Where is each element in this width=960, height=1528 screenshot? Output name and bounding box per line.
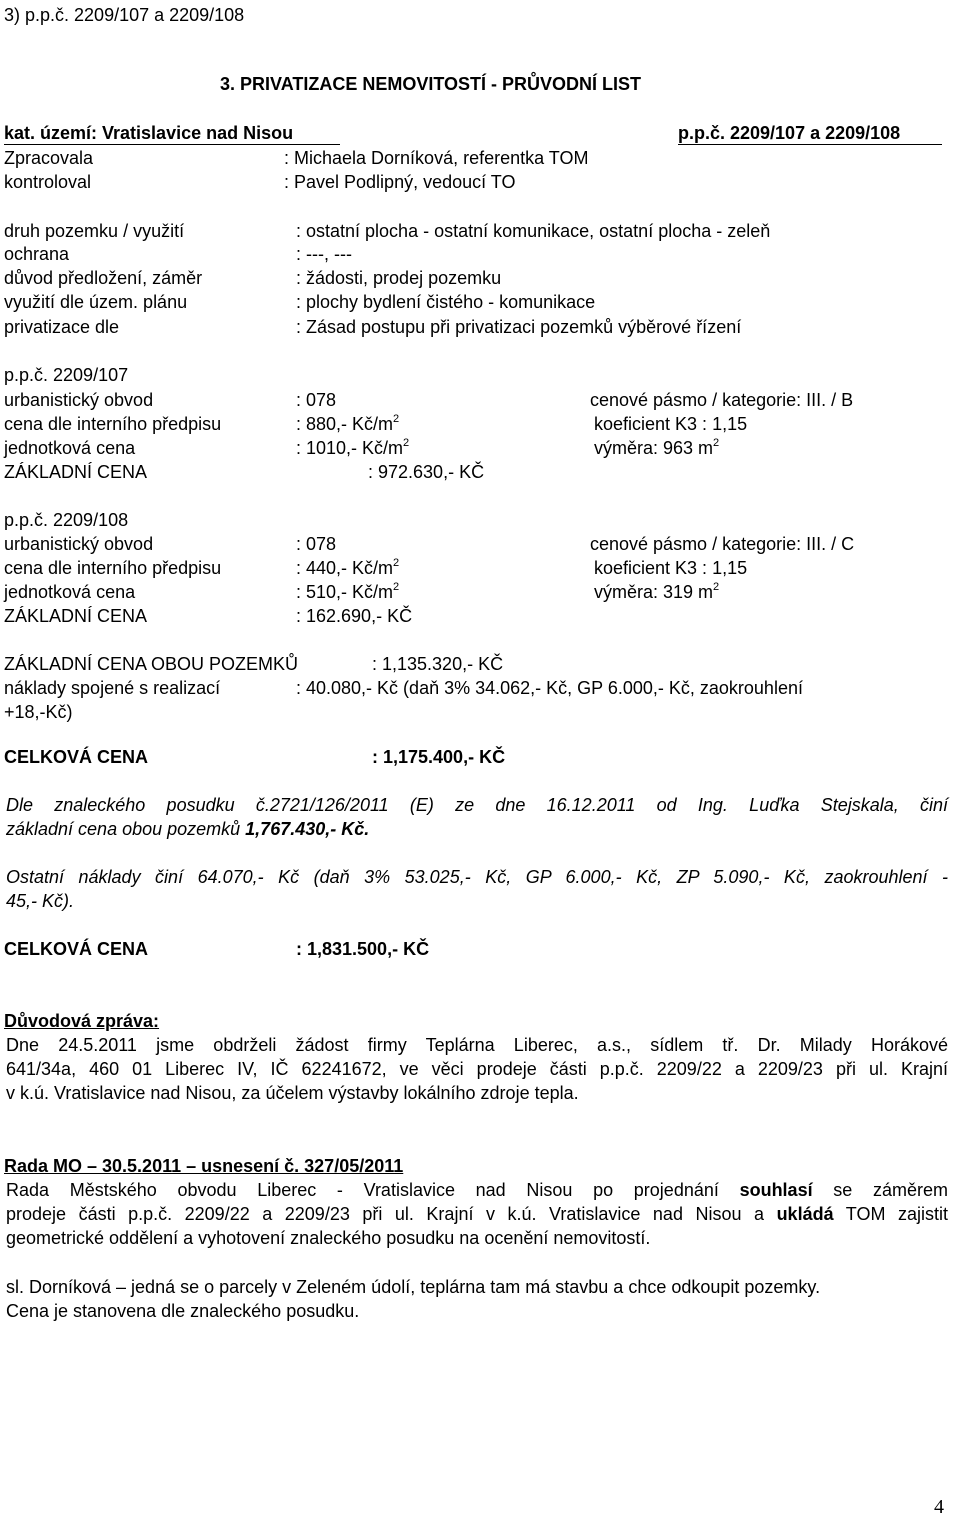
parcel-value: : 1010,- Kč/m	[296, 438, 404, 458]
council-line: prodeje části p.p.č. 2209/22 a 2209/23 při ul. Krajní v k.ú. Vratislavice nad Nisou a	[6, 1204, 777, 1224]
summary-value: : 1,135.320,- KČ	[372, 654, 504, 674]
cadastral-area: kat. území: Vratislavice nad Nisou	[4, 123, 294, 143]
total-label: CELKOVÁ CENA	[4, 939, 149, 959]
other-costs-line: 45,- Kč).	[6, 891, 75, 911]
document-title: 3. PRIVATIZACE NEMOVITOSTÍ - PRŮVODNÍ LIST	[220, 74, 642, 94]
area: výměra: 319 m	[594, 582, 714, 602]
info-label: privatizace dle	[4, 317, 120, 337]
parcel-value: : 078	[296, 390, 337, 410]
superscript: 2	[393, 557, 400, 569]
parcel-label: cena dle interního předpisu	[4, 558, 222, 578]
info-label: ochrana	[4, 244, 70, 264]
parcel-value: : 510,- Kč/m	[296, 582, 394, 602]
council-line: Rada Městského obvodu Liberec - Vratislavice nad Nisou po projednání	[6, 1180, 740, 1200]
parcel-title: p.p.č. 2209/108	[4, 510, 129, 530]
reason-line: 641/34a, 460 01 Liberec IV, IČ 62241672, ve věci prodeje části p.p.č. 2209/22 a 2209/23 při ul. Krajní	[6, 1059, 948, 1079]
summary-label: náklady spojené s realizací	[4, 678, 221, 698]
info-label: důvod předložení, záměr	[4, 268, 203, 288]
superscript: 2	[403, 437, 410, 449]
appraisal-line: Dle znaleckého posudku č.2721/126/2011 (E) ze dne 16.12.2011 od Ing. Luďka Stejskala, činí	[6, 795, 948, 815]
info-label: druh pozemku / využití	[4, 221, 185, 241]
summary-value: : 40.080,- Kč (daň 3% 34.062,- Kč, GP 6.000,- Kč, zaokrouhlení	[296, 678, 803, 698]
header-underline-left	[4, 144, 340, 145]
parcel-value: : 440,- Kč/m	[296, 558, 394, 578]
parcel-label: ZÁKLADNÍ CENA	[4, 606, 148, 626]
reason-title: Důvodová zpráva:	[4, 1011, 160, 1031]
council-line: TOM zajistit	[833, 1204, 948, 1224]
council-keyword: ukládá	[776, 1204, 834, 1224]
note-line: sl. Dorníková – jedná se o parcely v Zeleném údolí, teplárna tam má stavbu a chce odkoupit pozemky.	[6, 1277, 821, 1297]
total-value: : 1,831.500,- KČ	[296, 939, 430, 959]
parcel-numbers: p.p.č. 2209/107 a 2209/108	[678, 123, 901, 143]
area: výměra: 963 m	[594, 438, 714, 458]
info-value: : žádosti, prodej pozemku	[296, 268, 502, 288]
superscript: 2	[393, 581, 400, 593]
staff-value: : Michaela Dorníková, referentka TOM	[284, 148, 589, 168]
info-value: : plochy bydlení čistého - komunikace	[296, 292, 596, 312]
reason-line: v k.ú. Vratislavice nad Nisou, za účelem výstavby lokálního zdroje tepla.	[6, 1083, 579, 1103]
reason-line: Dne 24.5.2011 jsme obdrželi žádost firmy Teplárna Liberec, a.s., sídlem tř. Dr. Milady Horákové	[6, 1035, 948, 1055]
parcel-label: jednotková cena	[4, 582, 136, 602]
info-value: : ---, ---	[296, 244, 352, 264]
summary-label: ZÁKLADNÍ CENA OBOU POZEMKŮ	[4, 654, 299, 674]
price-zone: cenové pásmo / kategorie: III. / B	[590, 390, 854, 410]
staff-label: Zpracovala	[4, 148, 94, 168]
parcel-value: : 162.690,- KČ	[296, 606, 413, 626]
page-number: 4	[934, 1496, 944, 1518]
header-underline-right	[678, 144, 942, 145]
parcel-value: : 880,- Kč/m	[296, 414, 394, 434]
other-costs-line: Ostatní náklady činí 64.070,- Kč (daň 3% 53.025,- Kč, GP 6.000,- Kč, ZP 5.090,- Kč, zaokrouhlení -	[6, 867, 948, 887]
parcel-label: urbanistický obvod	[4, 390, 154, 410]
total-value: : 1,175.400,- KČ	[372, 747, 506, 767]
superscript: 2	[713, 581, 720, 593]
appraisal-amount: 1,767.430,- Kč.	[245, 819, 370, 839]
coefficient: koeficient K3 : 1,15	[594, 558, 748, 578]
parcel-label: urbanistický obvod	[4, 534, 154, 554]
parcel-title: p.p.č. 2209/107	[4, 365, 129, 385]
parcel-value: : 078	[296, 534, 337, 554]
note-line: Cena je stanovena dle znaleckého posudku.	[6, 1301, 360, 1321]
council-title: Rada MO – 30.5.2011 – usnesení č. 327/05/2011	[4, 1156, 404, 1176]
superscript: 2	[393, 413, 400, 425]
staff-label: kontroloval	[4, 172, 92, 192]
price-zone: cenové pásmo / kategorie: III. / C	[590, 534, 855, 554]
parcel-label: ZÁKLADNÍ CENA	[4, 462, 148, 482]
parcel-label: cena dle interního předpisu	[4, 414, 222, 434]
info-value: : Zásad postupu při privatizaci pozemků výběrové řízení	[296, 317, 742, 337]
coefficient: koeficient K3 : 1,15	[594, 414, 748, 434]
parcel-value: : 972.630,- KČ	[368, 462, 485, 482]
appraisal-line: základní cena obou pozemků	[6, 819, 246, 839]
section-heading: 3) p.p.č. 2209/107 a 2209/108	[4, 5, 245, 25]
staff-value: : Pavel Podlipný, vedoucí TO	[284, 172, 516, 192]
total-label: CELKOVÁ CENA	[4, 747, 149, 767]
council-line: geometrické oddělení a vyhotovení znaleckého posudku na ocenění nemovitostí.	[6, 1228, 651, 1248]
summary-continuation: +18,-Kč)	[4, 702, 73, 722]
parcel-label: jednotková cena	[4, 438, 136, 458]
council-keyword: souhlasí	[739, 1180, 813, 1200]
info-label: využití dle územ. plánu	[4, 292, 188, 312]
superscript: 2	[713, 437, 720, 449]
info-value: : ostatní plocha - ostatní komunikace, ostatní plocha - zeleň	[296, 221, 771, 241]
council-line: se záměrem	[812, 1180, 948, 1200]
